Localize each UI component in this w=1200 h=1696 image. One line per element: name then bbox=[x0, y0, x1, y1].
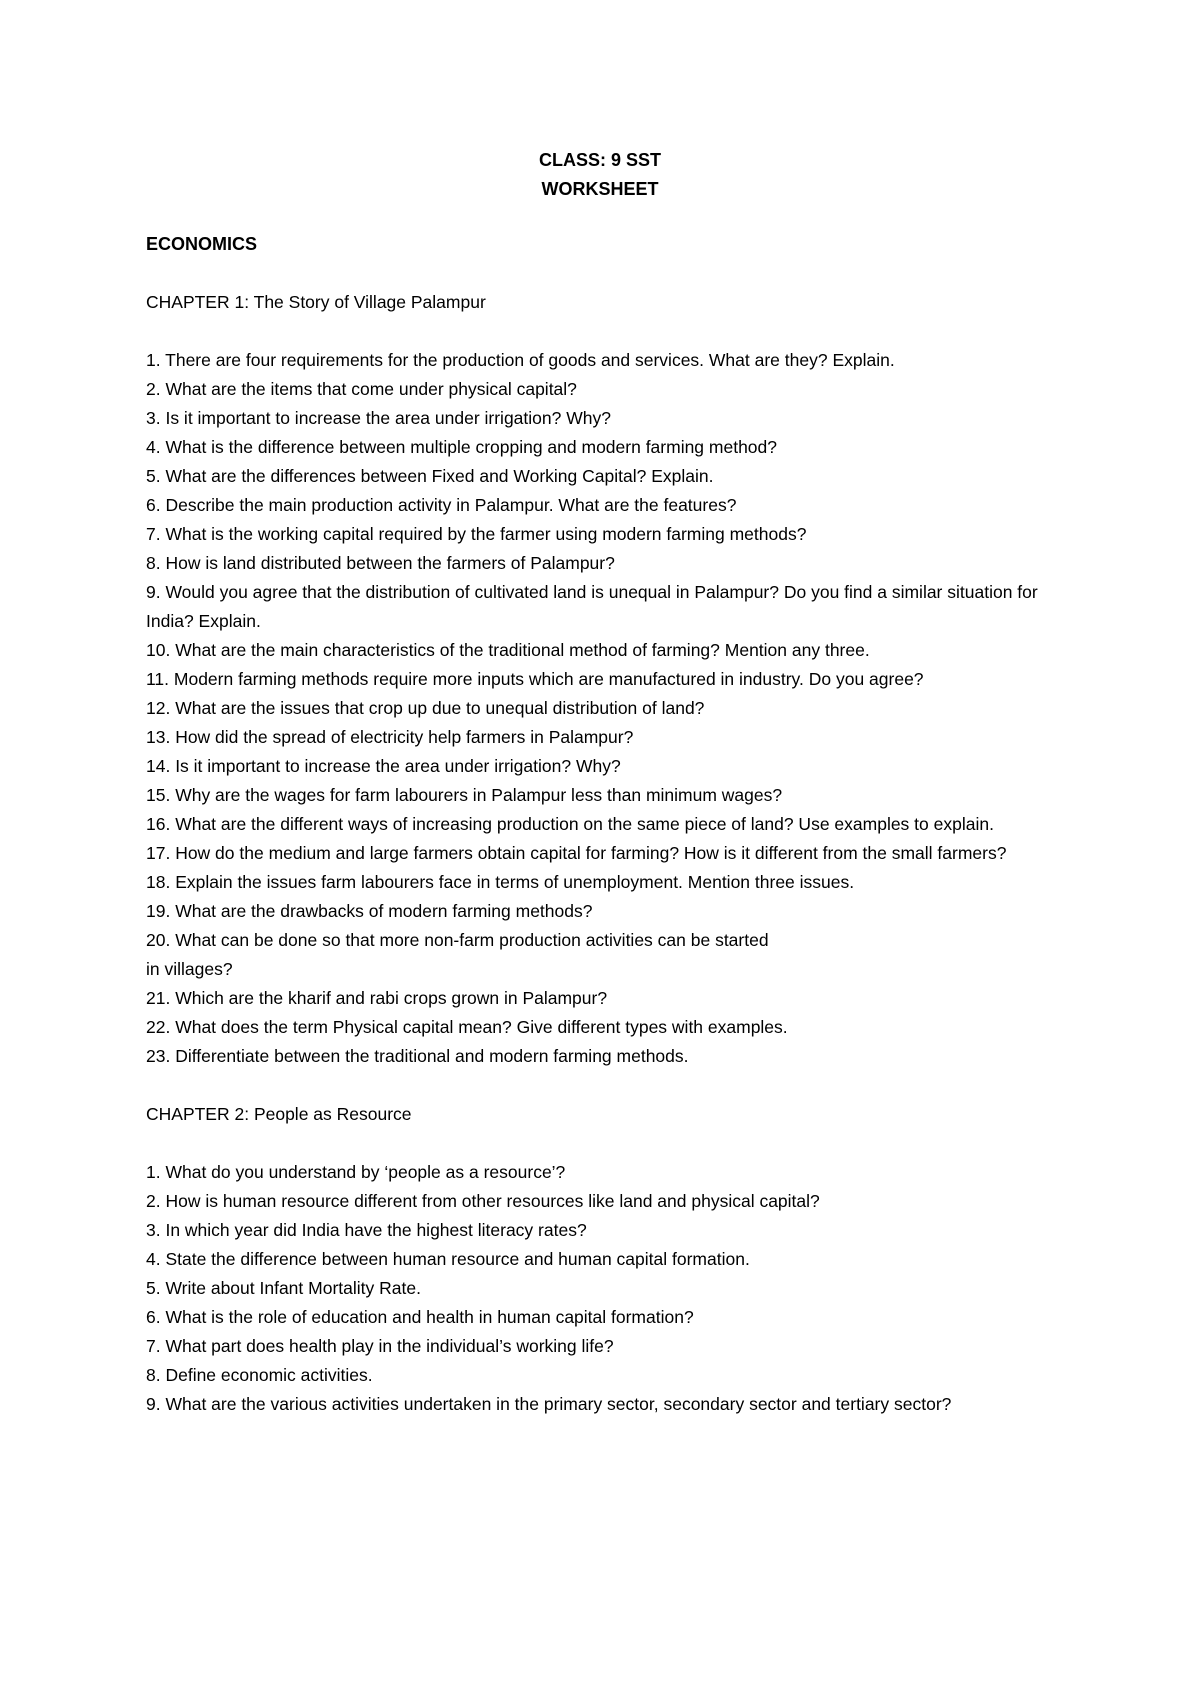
question-list bbox=[146, 346, 1046, 1071]
question-item: 8. How is land distributed between the farmers of Palampur? bbox=[146, 553, 615, 573]
question-item: 20. What can be done so that more non-farm production activities can be started in villages? bbox=[146, 930, 769, 979]
question-list bbox=[146, 1158, 1046, 1419]
chapter-title: CHAPTER 1: The Story of Village Palampur bbox=[146, 292, 486, 312]
question-item: 7. What part does health play in the individual’s working life? bbox=[146, 1336, 614, 1356]
question-item: 9. What are the various activities undertaken in the primary sector, secondary sector and tertiary sector? bbox=[146, 1394, 952, 1414]
question-item: 2. How is human resource different from other resources like land and physical capital? bbox=[146, 1191, 820, 1211]
worksheet-content bbox=[146, 230, 1046, 1448]
worksheet-header bbox=[0, 146, 1200, 204]
question-item: 7. What is the working capital required by the farmer using modern farming methods? bbox=[146, 524, 807, 544]
chapter-sections bbox=[146, 288, 1046, 1419]
question-item: 5. What are the differences between Fixed and Working Capital? Explain. bbox=[146, 466, 714, 486]
question-item: 6. Describe the main production activity in Palampur. What are the features? bbox=[146, 495, 737, 515]
chapter-title: CHAPTER 2: People as Resource bbox=[146, 1104, 412, 1124]
question-item: 23. Differentiate between the traditional and modern farming methods. bbox=[146, 1046, 689, 1066]
question-item: 13. How did the spread of electricity help farmers in Palampur? bbox=[146, 727, 634, 747]
class-heading: CLASS: 9 SST bbox=[538, 150, 662, 170]
question-item: 4. What is the difference between multiple cropping and modern farming method? bbox=[146, 437, 778, 457]
question-item: 8. Define economic activities. bbox=[146, 1365, 373, 1385]
question-item: 11. Modern farming methods require more inputs which are manufactured in industry. Do you agree? bbox=[146, 669, 924, 689]
question-item: 4. State the difference between human resource and human capital formation. bbox=[146, 1249, 750, 1269]
question-item: 1. There are four requirements for the production of goods and services. What are they? Explain. bbox=[146, 350, 895, 370]
chapter-section bbox=[146, 288, 1046, 1071]
question-item: 3. In which year did India have the highest literacy rates? bbox=[146, 1220, 587, 1240]
question-item: 15. Why are the wages for farm labourers in Palampur less than minimum wages? bbox=[146, 785, 783, 805]
question-item: 1. What do you understand by ‘people as a resource’? bbox=[146, 1162, 566, 1182]
question-item: 16. What are the different ways of increasing production on the same piece of land? Use examples to explain. bbox=[146, 814, 994, 834]
question-item: 18. Explain the issues farm labourers face in terms of unemployment. Mention three issues. bbox=[146, 872, 855, 892]
question-item: 12. What are the issues that crop up due to unequal distribution of land? bbox=[146, 698, 705, 718]
question-item: 6. What is the role of education and health in human capital formation? bbox=[146, 1307, 694, 1327]
worksheet-title: WORKSHEET bbox=[541, 179, 659, 199]
question-item: 17. How do the medium and large farmers obtain capital for farming? How is it different from the small farmers? bbox=[146, 843, 1007, 863]
question-item: 19. What are the drawbacks of modern farming methods? bbox=[146, 901, 593, 921]
question-item: 10. What are the main characteristics of the traditional method of farming? Mention any three. bbox=[146, 640, 870, 660]
question-item: 14. Is it important to increase the area under irrigation? Why? bbox=[146, 756, 621, 776]
question-item: 21. Which are the kharif and rabi crops grown in Palampur? bbox=[146, 988, 608, 1008]
question-item: 5. Write about Infant Mortality Rate. bbox=[146, 1278, 421, 1298]
question-item: 2. What are the items that come under physical capital? bbox=[146, 379, 577, 399]
subject-heading: ECONOMICS bbox=[146, 234, 258, 254]
question-item: 9. Would you agree that the distribution of cultivated land is unequal in Palampur? Do you find a similar situation for India? Explain. bbox=[146, 582, 1038, 631]
question-item: 22. What does the term Physical capital mean? Give different types with examples. bbox=[146, 1017, 788, 1037]
chapter-section bbox=[146, 1100, 1046, 1419]
question-item: 3. Is it important to increase the area under irrigation? Why? bbox=[146, 408, 611, 428]
